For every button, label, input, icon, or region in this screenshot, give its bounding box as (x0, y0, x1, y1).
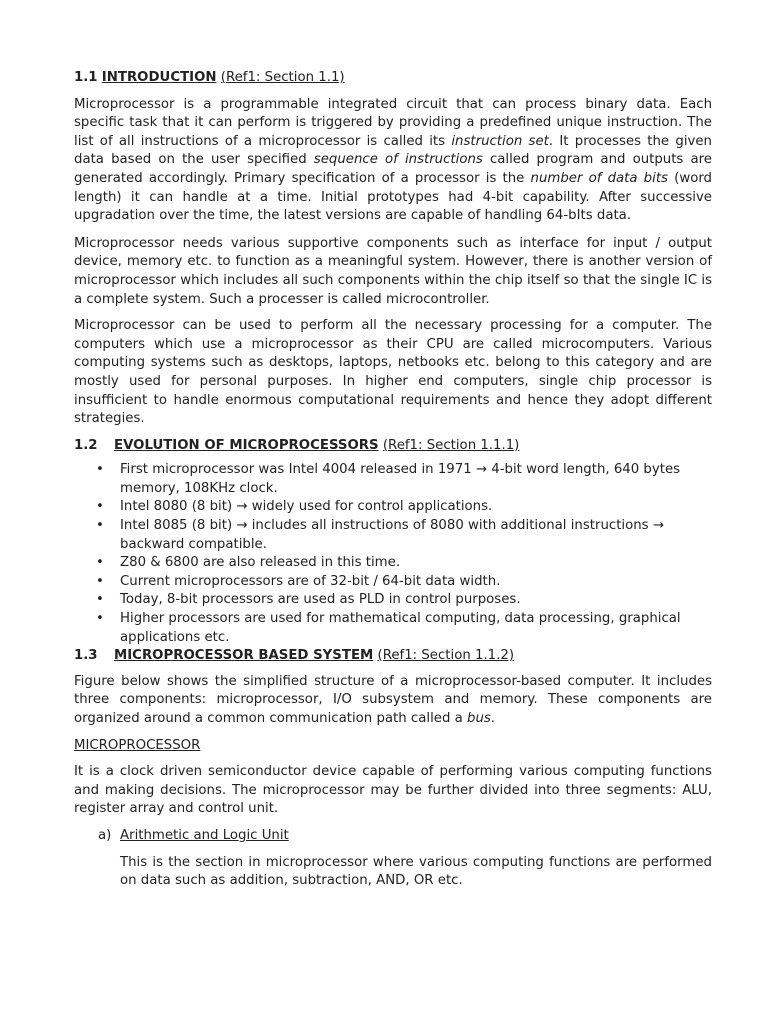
section-heading-1-3 (74, 647, 712, 666)
bullet-icon: • (96, 462, 104, 478)
list-item-text: Current microprocessors are of 32-bit / 64-bit data width. (120, 573, 501, 589)
list-item-text: Intel 8085 (8 bit) → includes all instructions of 8080 with additional instructions → backward compatible. (120, 518, 664, 552)
emphasis-term: bus (467, 711, 491, 726)
section-title: INTRODUCTION (101, 70, 217, 85)
list-item-text: First microprocessor was Intel 4004 released in 1971 → 4-bit word length, 640 bytes memory, 108KHz clock. (120, 462, 681, 496)
subheading-microprocessor: MICROPROCESSOR (74, 737, 201, 753)
system-paragraph (74, 673, 712, 729)
list-item (74, 498, 712, 517)
bullet-icon: • (96, 555, 104, 571)
list-item-text: Today, 8-bit processors are used as PLD in control purposes. (120, 592, 521, 608)
list-item (74, 573, 712, 592)
bullet-icon: • (96, 518, 104, 534)
section-heading-1-1 (74, 69, 712, 88)
list-item (74, 591, 712, 610)
bullet-icon: • (96, 499, 104, 515)
intro-paragraph-3: Microprocessor can be used to perform all the necessary processing for a computer. The computers which use a microprocessor as their CPU are called microcomputers. Various computing systems such as desktops, laptops, netbooks etc. belong to this category and are mostly used for personal purposes. In higher end computers, single chip processor is insufficient to handle enormous computational requirements and hence they adopt different strategies. (74, 318, 712, 427)
item-label: a) (98, 827, 112, 843)
section-number: 1.2 (74, 437, 98, 453)
list-item (74, 517, 712, 554)
section-reference: (Ref1: Section 1.1.1) (382, 437, 520, 453)
list-item (74, 610, 712, 647)
list-item-text: Higher processors are used for mathematical computing, data processing, graphical applications etc. (120, 611, 681, 645)
emphasis-term: instruction set (451, 133, 549, 149)
text-run: Microprocessor is a programmable integrated circuit that can process binary data. Each specific task that it can perform is triggered by providing a predefined unique instruction. The list of all instructions of a microprocessor is called its (74, 96, 712, 149)
section-number: 1.1 (74, 70, 98, 85)
section-reference: (Ref1: Section 1.1.2) (377, 648, 515, 664)
bullet-icon: • (96, 573, 104, 589)
section-heading-1-2 (74, 437, 712, 456)
text-run: . (490, 711, 496, 726)
alu-paragraph: This is the section in microprocessor where various computing functions are performed on data such as addition, subtraction, AND, OR etc. (120, 854, 712, 889)
text-run: Figure below shows the simplified structure of a microprocessor-based computer. It includes three components: microprocessor, I/O subsystem and memory. These components are organized around a common communication path called a (74, 673, 712, 726)
section-reference: (Ref1: Section 1.1) (220, 70, 345, 85)
intro-paragraph-2: Microprocessor needs various supportive components such as interface for input / output device, memory etc. to function as a meaningful system. However, there is another version of microprocessor which includes all such components within the chip itself so that the single IC is a complete system. Such a processer is called microcontroller. (74, 235, 712, 307)
item-title: Arithmetic and Logic Unit (120, 827, 289, 843)
list-item-text: Z80 & 6800 are also released in this time. (120, 555, 401, 571)
list-item (74, 554, 712, 573)
evolution-list (74, 461, 712, 647)
section-title: EVOLUTION OF MICROPROCESSORS (114, 437, 379, 453)
list-item (74, 461, 712, 498)
bullet-icon: • (96, 592, 104, 608)
document-page (74, 66, 712, 891)
alu-item-heading (74, 827, 712, 846)
text-run: (word length) it can handle at a time. Initial prototypes had 4-bit capability. After successive upgradation over the time, the latest versions are capable of handling 64-bIts data. (74, 170, 713, 224)
text-run: called program and outputs are generated accordingly. Primary specification of a processor is the (74, 152, 712, 186)
bullet-icon: • (96, 611, 104, 627)
emphasis-term: sequence of instructions (313, 152, 483, 168)
intro-paragraph-1 (74, 96, 712, 226)
section-title: MICROPROCESSOR BASED SYSTEM (114, 648, 374, 664)
microprocessor-paragraph: It is a clock driven semiconductor device capable of performing various computing functions and making decisions. The microprocessor may be further divided into three segments: ALU, register array and control unit. (74, 764, 712, 817)
section-number: 1.3 (74, 648, 98, 664)
emphasis-term: number of data bits (530, 170, 668, 186)
text-run: . It processes the given data based on the user specified (74, 133, 712, 168)
list-item-text: Intel 8080 (8 bit) → widely used for control applications. (120, 499, 493, 515)
